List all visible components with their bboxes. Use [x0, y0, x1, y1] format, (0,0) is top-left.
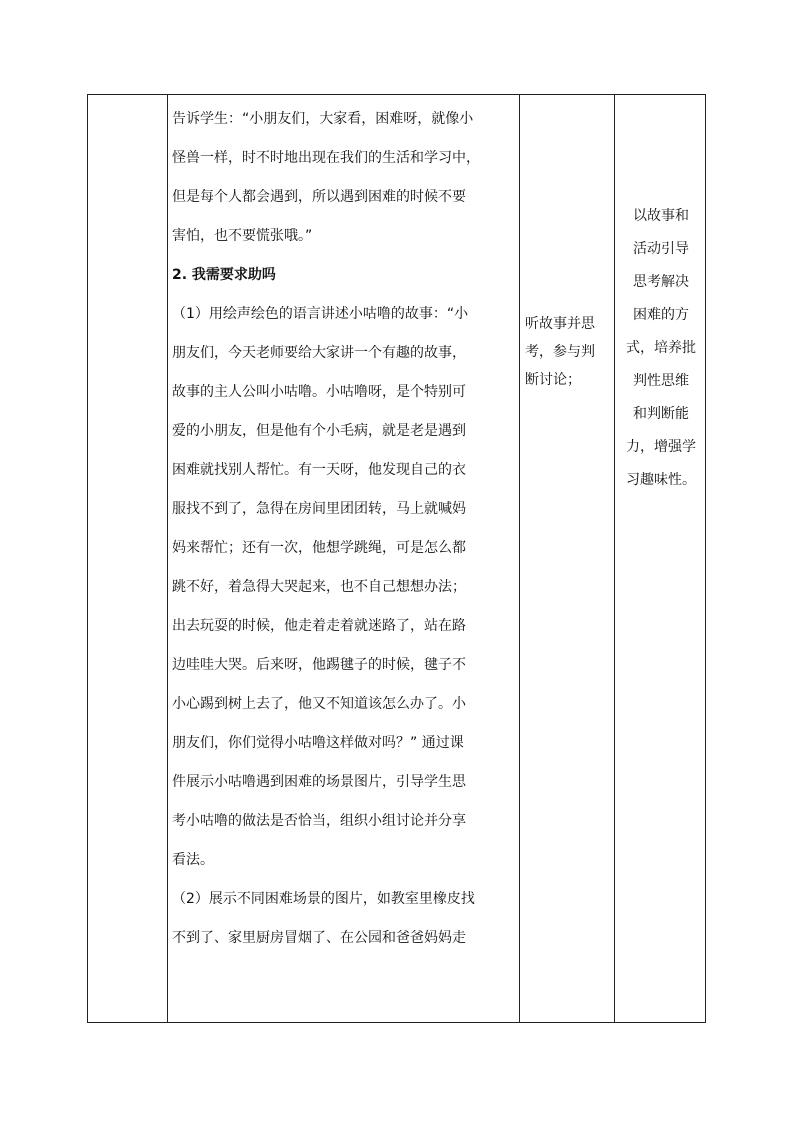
student-activity-line: 听故事并思: [525, 316, 595, 332]
design-intent-line: 习趣味性。: [626, 472, 696, 488]
story-line: 考小咕噜的做法是否恰当，组织小组讨论并分享: [172, 813, 466, 829]
story-line: 看法。: [172, 852, 214, 868]
story-line: （2）展示不同困难场景的图片，如教室里橡皮找: [172, 891, 475, 907]
teacher-line: 告诉学生：“小朋友们，大家看，困难呀，就像小: [172, 111, 474, 127]
story-line: 不到了、家里厨房冒烟了、在公园和爸爸妈妈走: [172, 930, 466, 946]
teacher-line: 怪兽一样，时不时地出现在我们的生活和学习中，: [172, 150, 480, 166]
design-intent-line: 思考解决: [633, 274, 689, 290]
story-line: 边哇哇大哭。后来呀，他踢毽子的时候，毽子不: [172, 657, 466, 673]
story-line: 爱的小朋友，但是他有个小毛病，就是老是遇到: [172, 423, 466, 439]
design-intent-line: 困难的方: [633, 307, 689, 323]
story-line: 件展示小咕噜遇到困难的场景图片，引导学生思: [172, 774, 466, 790]
story-line: 服找不到了，急得在房间里团团转，马上就喊妈: [172, 501, 466, 517]
column-divider-1: [167, 94, 168, 1023]
teaching-process-cell: [172, 100, 517, 958]
story-line: 妈来帮忙；还有一次，他想学跳绳，可是怎么都: [172, 540, 466, 556]
story-line: 朋友们，今天老师要给大家讲一个有趣的故事，: [172, 345, 466, 361]
story-line: 出去玩耍的时候，他走着走着就迷路了，站在路: [172, 618, 466, 634]
story-line: 故事的主人公叫小咕噜。小咕噜呀，是个特别可: [172, 384, 466, 400]
story-line: 跳不好，着急得大哭起来，也不自己想想办法；: [172, 579, 466, 595]
design-intent-line: 活动引导: [633, 241, 689, 257]
design-intent-line: 和判断能: [633, 406, 689, 422]
story-line: 困难就找别人帮忙。有一天呀，他发现自己的衣: [172, 462, 466, 478]
story-line: 小心踢到树上去了，他又不知道该怎么办了。小: [172, 696, 466, 712]
design-intent-cell: [620, 200, 702, 497]
design-intent-line: 判性思维: [633, 373, 689, 389]
student-activity-line: 断讨论；: [525, 372, 581, 388]
teacher-line: 害怕，也不要慌张哦。”: [172, 228, 313, 244]
student-activity-line: 考，参与判: [525, 344, 595, 360]
design-intent-line: 式，培养批: [626, 340, 696, 356]
story-line: 朋友们，你们觉得小咕噜这样做对吗？” 通过课: [172, 735, 464, 751]
column-divider-3: [614, 94, 615, 1023]
design-intent-line: 力，增强学: [626, 439, 696, 455]
teacher-line: 但是每个人都会遇到，所以遇到困难的时候不要: [172, 189, 466, 205]
column-divider-2: [519, 94, 520, 1023]
design-intent-line: 以故事和: [633, 208, 689, 224]
story-line: （1）用绘声绘色的语言讲述小咕噜的故事：“小: [172, 306, 469, 322]
section-heading: 2. 我需要求助吗: [172, 267, 276, 283]
student-activity-cell: [525, 310, 611, 394]
